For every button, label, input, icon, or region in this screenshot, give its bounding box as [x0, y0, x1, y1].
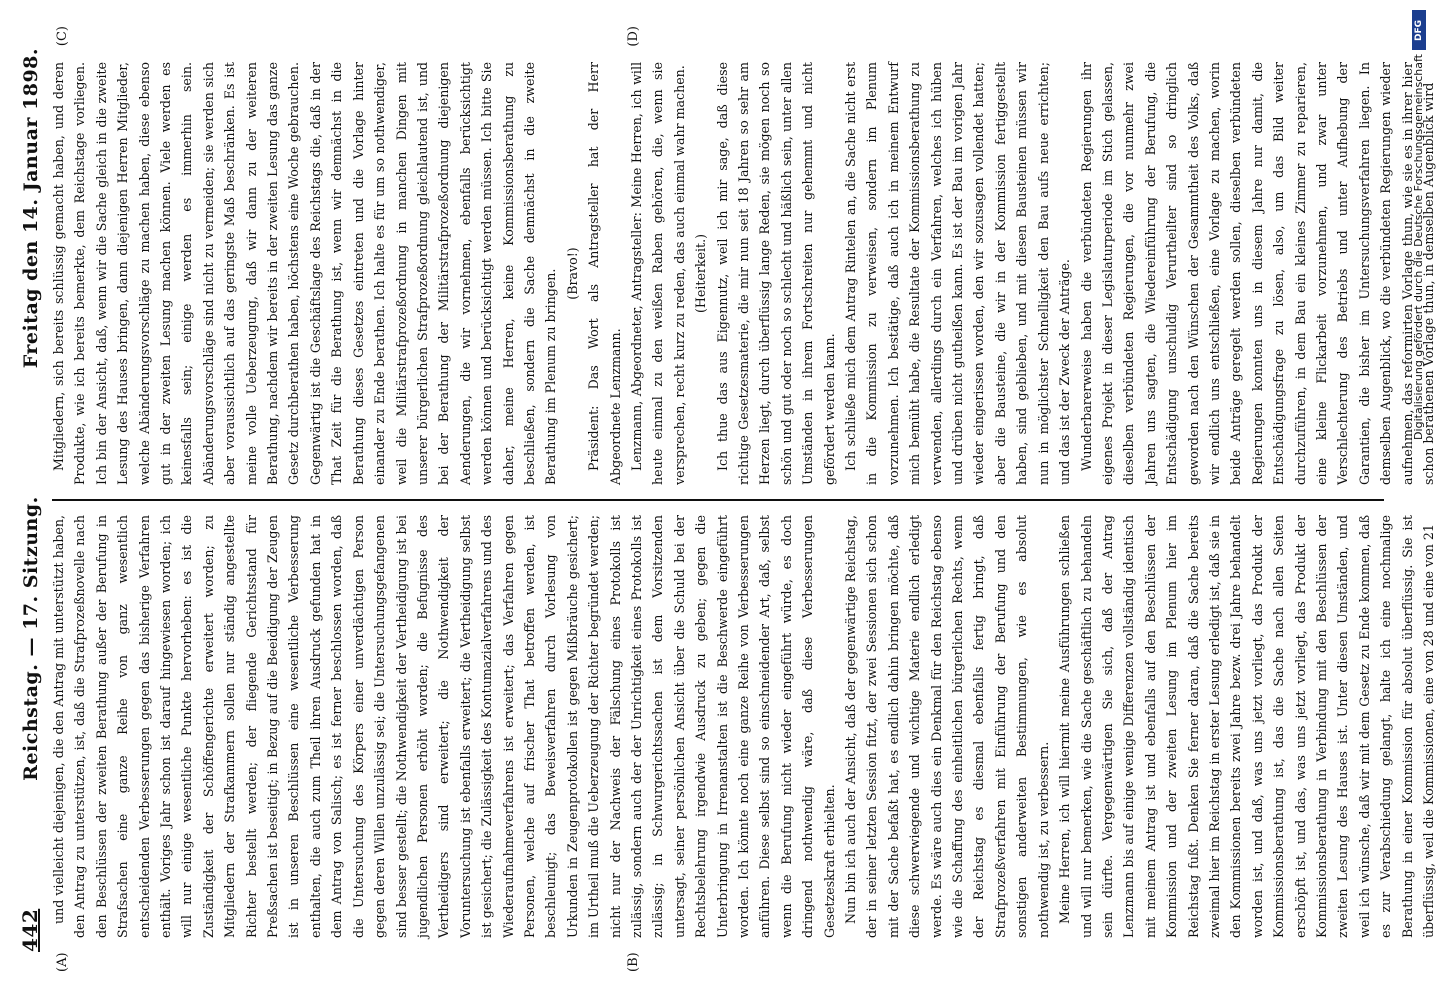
lenzmann-line: Lenzmann, Abgeordneter, Antragsteller: Meine Herren, ich will heute einmal zu den weißen Raben gehören, die, wenn sie versprechen, recht kurz zu reden, das auch einmal wahr machen. [628, 62, 687, 485]
right-paragraph-7: Ich schließe mich dem Antrag Rintelen an, die Sache nicht erst in die Kommission zu verweisen, sondern im Plenum vorzunehmen. Ich bestätige, daß auch ich in meinem Entwurf mich bemüht habe, die Resultate der Kommissionsberathung zu verwenden, allerdings durch ein Verfahren, welches ich hüben und drüben nicht gutheißen kann. Es ist der Bau im vorigen Jahr wieder eingerissen worden, den wir sozusagen vollendet hatten; aber die Bausteine, die wir in der Kommission fertiggestellt haben, sind geblieben, und mit diesen Bausteinen müssen wir nun in möglichster Schnelligkeit den Bau aufs neue errichten; und das ist der Zweck der Anträge. [843, 62, 1073, 485]
left-paragraph-2: Nun bin ich auch der Ansicht, daß der gegenwärtige Reichstag, der in seiner letzten Session fitzt, der zwei Sessionen sich schon mit der Sache befaßt hat, es endlich dahin bringen möchte, daß diese schwerwiegende und wichtige Materie endlich erledigt werde. Es wäre auch dies ein Denkmal für den Reichstag ebenso wie die Schaffung des einheitlichen bürgerlichen Rechts, wenn der Reichstag es diesmal ebenfalls fertig bringt, daß Strafprozeßverfahren mit Einführung der Berufung und den sonstigen anderweiten Bestimmungen, wie es absolut nothwendig ist, zu verbessern. [843, 515, 1051, 938]
right-paragraph-1: Mitgliedern, sich bereits schlüssig gemacht haben, und deren Produkte, wie ich bereits bemerkte, dem Reichstage vorliegen. Ich bin der Ansicht, daß, wenn wir die Sache gleich in die zweite Lesung des Hauses bringen, dann diejenigen Herren Mitglieder, welche Abänderungsvorschläge zu machen haben, diese ebenso gut in der zweiten Lesung machen können. Viele werden es keinesfalls sein; einige werden es immerhin sein. Abänderungsvorschläge sind nicht zu vermeiden; sie werden sich aber voraussichtlich auf das geringste Maß beschränken. Es ist meine volle Ueberzeugung, daß wir dann zu der weiteren Berathung, nachdem wir bereits in der zweiten Lesung das ganze Gesetz durchberathen haben, höchstens eine Woche gebrauchen. Gegenwärtig ist die Geschäftslage des Reichstags die, daß in der That Zeit für die Berathung ist, wenn wir demnächst in die Berathung dieses Gesetzes eintreten und die Vorlage hinter einander zu Ende berathen. Ich halte es für um so nothwendiger, weil die Militärstrafprozeßordnung in manchen Dingen mit unserer bürgerlichen Strafprozeßordnung gleichlautend ist, und bei der Berathung der Militärstrafprozeßordnung diejenigen Aenderungen, die wir vornehmen, ebenfalls berücksichtigt werden können und berücksichtigt werden müssen. Ich bitte Sie daher, meine Herren, keine Kommissionsberathung zu beschließen, sondern die Sache demnächst in die zweite Berathung im Plenum zu bringen. [51, 62, 559, 485]
right-paragraph-6: Ich thue das aus Eigennutz, weil ich mir sage, daß diese richtige Gesetzesmaterie, die mir nun seit 18 Jahren so sehr am Herzen liegt, durch überflüssig lange Reden, sie mögen noch so schön und gut oder noch so schlecht und häßlich sein, unter allen Umständen in ihrem Fortschreiten nur gehemmt und nicht gefördert werden kann. [714, 62, 837, 485]
marker-d: (D) [626, 26, 641, 47]
date-line: Freitag den 14. Januar 1898. [20, 48, 42, 369]
digitization-credit [1410, 6, 1430, 994]
applause-note: (Bravo!) [564, 247, 580, 300]
marker-c: (C) [55, 26, 70, 47]
left-paragraph-3: Meine Herren, ich will hiermit meine Ausführungen schließen und will nur bemerken, wie die Sache geschäftlich zu behandeln sein dürfte. Vergegenwärtigen Sie sich, daß der Antrag Lenzmann bis auf einige wenige Differenzen vollständig identisch mit meinem Antrag ist und ebenfalls auf den Beschlüssen der Kommission und der zweiten Lesung im Plenum hier im Reichstag fußt. Denken Sie ferner daran, daß die Sache bereits zweimal hier im Reichstag in erster Lesung erledigt ist, daß sie in den Kommissionen bereits zwei Jahre bezw. drei Jahre behandelt worden ist, und daß, was uns jetzt vorliegt, das Produkt der Kommissionsberathung ist, das die Sache nach allen Seiten erschöpft ist, und das, was uns jetzt vorliegt, das Produkt der Kommissionsberathung in Verbindung mit den Beschlüssen der zweiten Lesung des Hauses ist. Unter diesen Umständen, und weil ich wünsche, daß wir mit dem Gesetz zu Ende kommen, daß es zur Verabschiedung gelangt, halte ich eine nochmalige Berathung in einer Kommission für absolut überflüssig. Sie ist überflüssig, weil die Kommissionen, eine von 28 und eine von 21 [1057, 515, 1436, 938]
laughter-note: (Heiterkeit.) [693, 234, 709, 313]
marker-a: (A) [55, 952, 70, 972]
president-line: Präsident: Das Wort als Antragsteller hat der Herr Abgeordnete Lenzmann. [586, 62, 623, 485]
credit-text: Digitalisierung gefördert durch die Deutsche Forschungsgemeinschaft [1412, 54, 1425, 440]
page-number: 442 [18, 908, 42, 952]
right-paragraph-8: Wunderbarerweise haben die verbündeten Regierungen ihr eigenes Projekt in dieser Legislaturperiode im Stich gelassen, dieselben verbündeten Regierungen, die vor nunmehr zwei Jahren uns sagten, die Wiedereinführung der Berufung, die Entschädigung unschuldig Verurtheilter sind so dringlich geworden nach den Wünschen der Gesammtheit des Volks, daß wir endlich uns entschließen, eine Vorlage zu machen, worin beide Anträge geregelt werden sollen, dieselben verbündeten Regierungen konnten uns in diesem Jahre nur damit, die Entschädigungsfrage zu lösen, also, um das Bild weiter durchzuführen, in dem Bau ein kleines Zimmer zu reparieren, eine kleine Flickarbeit vorzunehmen, und zwar unter Verschlechterung des Betriebs und unter Aufhebung der Garantien, die bisher im Untersuchungsverfahren liegen. In demselben Augenblick, wo die verbündeten Regierungen wieder aufnehmen, das reformirten Vorlage thun, wie sie es in ihrer hier schon berathenen Vorlage thun, in demselben Augenblick wird [1078, 62, 1436, 485]
page-header [18, 48, 42, 952]
left-paragraph-1: und vielleicht diejenigen, die den Antrag mit unterstützt haben, den Antrag zu unterstützen, ist, daß die Strafprozeßnovelle nach den Beschlüssen der zweiten Berathung außer der Berufung in Strafsachen eine ganze Reihe von ganz wesentlich entscheidenden Verbesserungen gegen das bisherige Verfahren enthält. Voriges Jahr schon ist darauf hingewiesen worden; ich will nur einige wesentliche Punkte hervorheben: es ist die Zuständigkeit der Schöffengerichte erweitert worden; zu Mitgliedern der Strafkammern sollen nur ständig angestellte Richter bestellt werden; der fliegende Gerichtsstand für Preßsachen ist beseitigt; in Bezug auf die Beeidigung der Zeugen ist in unseren Beschlüssen eine wesentliche Verbesserung enthalten, die auch zum Theil ihren Ausdruck gefunden hat in dem Antrag von Salisch; es ist ferner beschlossen worden, daß die Untersuchung des Körpers einer unverdächtigen Person gegen deren Willen unzulässig sei; die Untersuchungsgefangenen sind besser gestellt; die Nothwendigkeit der Vertheidigung ist bei jugendlichen Personen erhöht worden; die Befugnisse des Vertheidigers sind erweitert; die Nothwendigkeit der Voruntersuchung ist ebenfalls erweitert; die Vertheidigung selbst ist gesichert; die Zulässigkeit des Kontumazialverfahrens und des Wiederaufnahmeverfahrens ist erweitert; das Verfahren gegen Personen, welche auf frischer That betroffen werden, ist beschleunigt; das Beweisverfahren durch Vorlesung von Urkunden in Zeugenprotokollen ist gegen Mißbräuche gesichert; im Urtheil muß die Ueberzeugung der Richter begründet werden; nicht nur der Nachweis der Fälschung eines Protokolls ist zulässig, sondern auch der der Unrichtigkeit eines Protokolls ist zulässig; in Schwurgerichtssachen ist dem Vorsitzenden untersagt, seiner persönlichen Ansicht über die Schuld bei der Rechtsbelehrung irgendwie Ausdruck zu geben; gegen die Unterbringung in Irrenanstalten ist die Beschwerde eingeführt worden. Ich könnte noch eine ganze Reihe von Verbesserungen anführen. Diese selbst sind so einschneidender Art, daß, selbst wenn die Berufung nicht wieder eingeführt würde, es doch dringend nothwendig wäre, daß diese Verbesserungen Gesetzeskraft erhielten. [51, 515, 837, 938]
left-column [48, 501, 1436, 972]
running-title: Reichstag. — 17. Sitzung. [20, 496, 42, 781]
dfg-logo: DFG [1412, 10, 1426, 50]
marker-b: (B) [626, 952, 641, 972]
